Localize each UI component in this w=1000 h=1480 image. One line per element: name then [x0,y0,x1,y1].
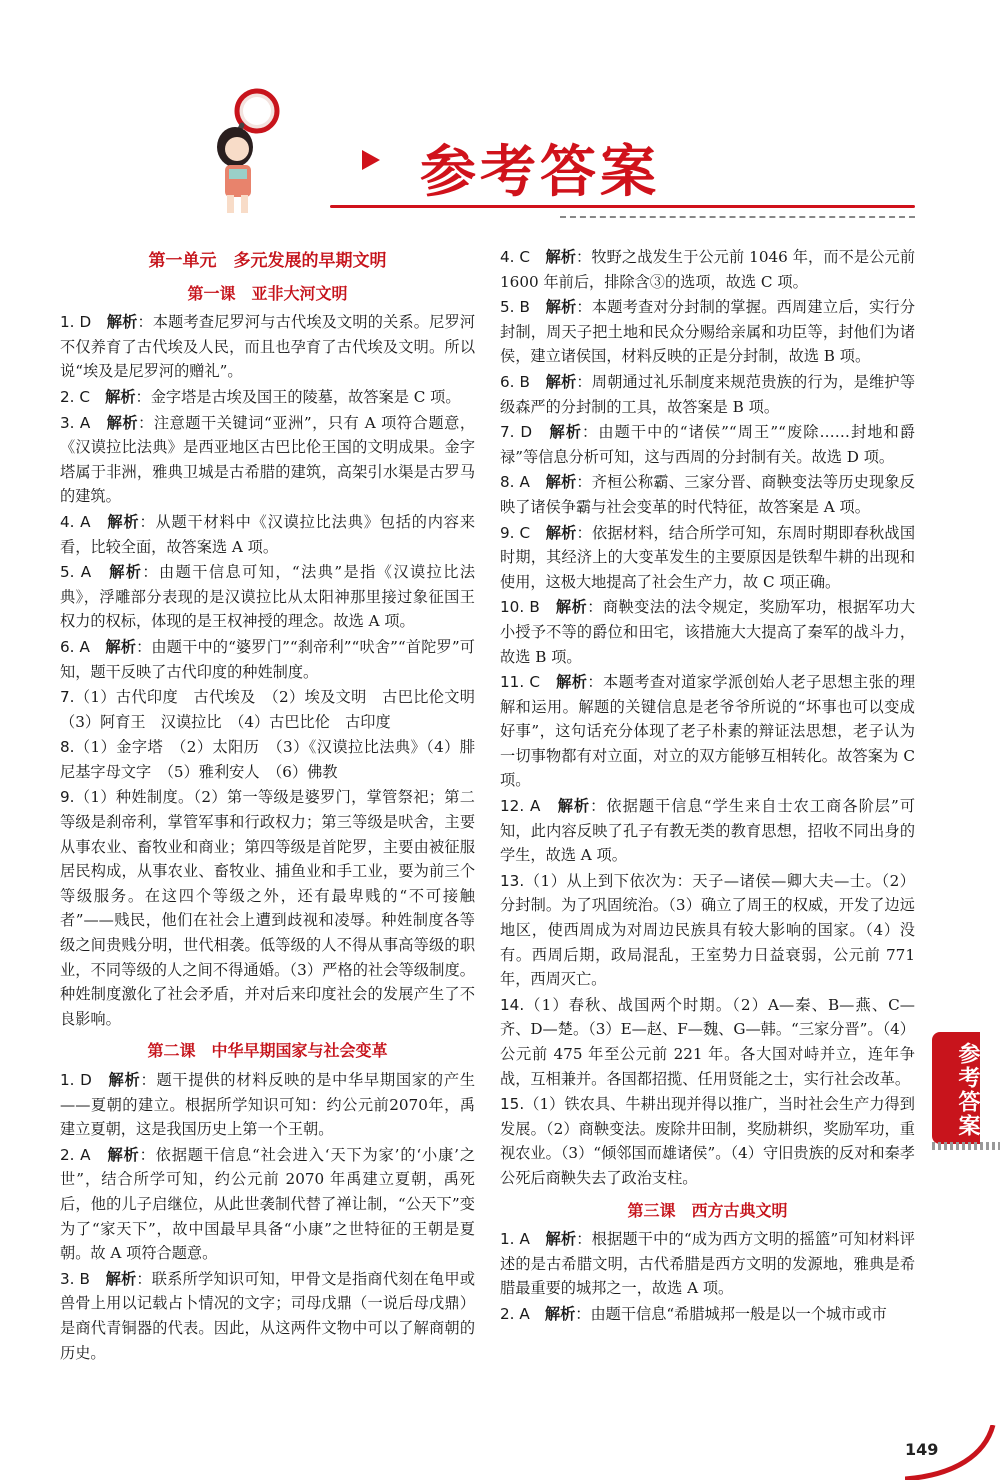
answer-item: 12. A 解析：依据题干信息“学生来自士农工商各阶层”可知，此内容反映了孔子有教无类的教育思想，招收不同出身的学生，故选 A 项。 [500,797,916,865]
answer-item: 8.（1）金字塔 （2）太阳历 （3）《汉谟拉比法典》（4）腓尼基字母文字 （5）雅利安人 （6）佛教 [60,738,475,781]
answer-item: 3. A 解析：注意题干关键词“亚洲”，只有 A 项符合题意，《汉谟拉比法典》是西亚地区古巴比伦王国的文明成果。金字塔属于非洲，雅典卫城是古希腊的建筑，高架引水渠是古罗马的建筑。 [60,413,476,506]
answer-item: 2. C 解析：金字塔是古埃及国王的陵墓，故答案是 C 项。 [60,387,461,406]
title-arrow-icon [362,150,380,170]
answer-item: 6. B 解析：周朝通过礼乐制度来规范贵族的行为，是维护等级森严的分封制的工具，故答案是 B 项。 [500,372,916,416]
answer-item: 1. A 解析：根据题干中的“成为西方文明的摇篮”可知材料评述的是古希腊文明，古代希腊是西方文明的发源地，雅典是希腊最重要的城邦之一，故选 A 项。 [500,1230,915,1298]
answer-item: 13.（1）从上到下依次为：天子—诸侯—卿大夫—士。（2）分封制。为了巩固统治。（3）确立了周王的权威，开发了边远地区，使西周成为对周边民族具有较大影响的国家。（4）没有。西周后期，政局混乱，王室势力日益衰弱，公元前 771 年，西周灭亡。 [500,871,915,989]
page-number: 149 [905,1440,939,1459]
answer-item: 9. C 解析：依据材料，结合所学可知，东周时期即春秋战国时期，其经济上的大变革发生的主要原因是铁犁牛耕的出现和使用，这极大地提高了社会生产力，故 C 项正确。 [500,523,916,591]
answer-item: 4. C 解析：牧野之战发生于公元前 1046 年，而不是公元前 1600 年前后，排除含③的选项，故选 C 项。 [500,248,916,291]
answer-item: 10. B 解析：商鞅变法的法令规定，奖励军功，根据军功大小授予不等的爵位和田宅，该措施大大提高了秦军的战斗力，故选 B 项。 [500,598,916,666]
lesson-title-3: 第三课 西方古典文明 [627,1200,788,1220]
page-header [0,0,1000,250]
answer-item: 7. D 解析：由题干中的“诸侯”“周王”“废除……封地和爵禄”等信息分析可知，这与西周的分封制有关。故选 D 项。 [500,423,915,466]
answer-item: 4. A 解析：从题干材料中《汉谟拉比法典》包括的内容来看，比较全面，故答案选 A 项。 [60,512,476,556]
side-tab-dashed-rule [932,1142,1000,1150]
answer-item: 5. B 解析：本题考查对分封制的掌握。西周建立后，实行分封制，周天子把土地和民众分赐给亲属和功臣等，封他们为诸侯，建立诸侯国，材料反映的正是分封制，故选 B 项。 [500,298,916,366]
answer-item: 1. D 解析：题干提供的材料反映的是中华早期国家的产生——夏朝的建立。根据所学知识可知：约公元前2070年，禹建立夏朝，这是我国历史上第一个王朝。 [60,1071,476,1139]
unit-title: 第一单元 多元发展的早期文明 [148,251,387,271]
answer-item: 11. C 解析：本题考查对道家学派创始人老子思想主张的理解和运用。解题的关键信息是老爷爷所说的“坏事也可以变成好事”，这句话充分体现了老子朴素的辩证法思想，老子认为一切事物都有对立面，对立的双方能够互相转化。故答案为 C 项。 [500,673,916,790]
right-column [500,245,915,1327]
answer-item: 14.（1）春秋、战国两个时期。（2）A—秦、B—燕、C—齐、D—楚。（3）E—赵、F—魏、G—韩。“三家分晋”。（4）公元前 475 年至公元前 221 年。各大国对峙并立，连年争战，互相兼并。各国都招揽、任用贤能之士，实行社会改革。 [500,995,915,1088]
answer-item: 8. A 解析：齐桓公称霸、三家分晋、商鞅变法等历史现象反映了诸侯争霸与社会变革的时代特征，故答案是 A 项。 [500,473,916,516]
answer-item: 7.（1）古代印度 古代埃及 （2）埃及文明 古巴比伦文明 （3）阿育王 汉谟拉比 （4）古巴比伦 古印度 [60,688,491,731]
page-title: 参考答案 [420,140,660,205]
answer-item: 1. D 解析：本题考查尼罗河与古代埃及文明的关系。尼罗河不仅养育了古代埃及人民，而且也孕育了古代埃及文明。所以说“埃及是尼罗河的赠礼”。 [60,313,476,381]
answer-item: 9.（1）种姓制度。（2）第一等级是婆罗门，掌管祭祀；第二等级是刹帝利，掌管军事和行政权力；第三等级是吠舍，主要从事农业、畜牧业和商业；第四等级是首陀罗，主要由被征服居民构成，从事农业、畜牧业、捕鱼业和手工业，要为前三个等级服务。在这四个等级之外，还有最卑贱的“不可接触者”——贱民，他们在社会上遭到歧视和凌辱。种姓制度各等级之间贵贱分明，世代相袭。低等级的人不得从事高等级的职业，不同等级的人之间不得通婚。（3）严格的社会等级制度。种姓制度激化了社会矛盾，并对后来印度社会的发展产生了不良影响。 [60,788,475,1028]
answer-item: 2. A 解析：依据题干信息“社会进入‘天下为家’的‘小康’之世”，结合所学可知，约公元前 2070 年禹建立夏朝，禹死后，他的儿子启继位，从此世袭制代替了禅让制，“公天下”变为了“家天下”，故中国最早具备“小康”之世特征的王朝是夏朝。故 A 项符合题意。 [60,1145,476,1263]
left-column [60,245,491,1365]
title-underline [330,205,915,208]
answer-item: 6. A 解析：由题干中的“婆罗门”“刹帝利”“吠舍”“首陀罗”可知，题干反映了古代印度的种姓制度。 [60,637,475,681]
answer-item: 3. B 解析：联系所学知识可知，甲骨文是指商代刻在龟甲或兽骨上用以记载占卜情况的文字；司母戊鼎（一说后母戊鼎）是商代青铜器的代表。因此，从这两件文物中可以了解商朝的历史。 [60,1269,476,1362]
lesson-title-2: 第二课 中华早期国家与社会变革 [147,1041,388,1061]
title-dashed-rule [560,216,915,218]
answer-item: 2. A 解析：由题干信息“希腊城邦一般是以一个城市或市 [500,1304,887,1323]
answer-item: 15.（1）铁农具、牛耕出现并得以推广，当时社会生产力得到发展。（2）商鞅变法。废除井田制，奖励耕织，奖励军功，重视农业。（3）“倾邻国而雄诸侯”。（4）守旧贵族的反对和秦孝公死后商鞅失去了政治支柱。 [500,1095,915,1187]
lesson-title-1: 第一课 亚非大河文明 [187,283,348,303]
girl-with-magnifier-icon [195,85,305,215]
side-tab-answers: 参考答案 [932,1032,980,1144]
answer-item: 5. A 解析：由题干信息可知，“法典”是指《汉谟拉比法典》，浮雕部分表现的是汉谟拉比从太阳神那里接过象征国王权力的权标，体现的是王权神授的理念。故选 A 项。 [60,563,476,631]
